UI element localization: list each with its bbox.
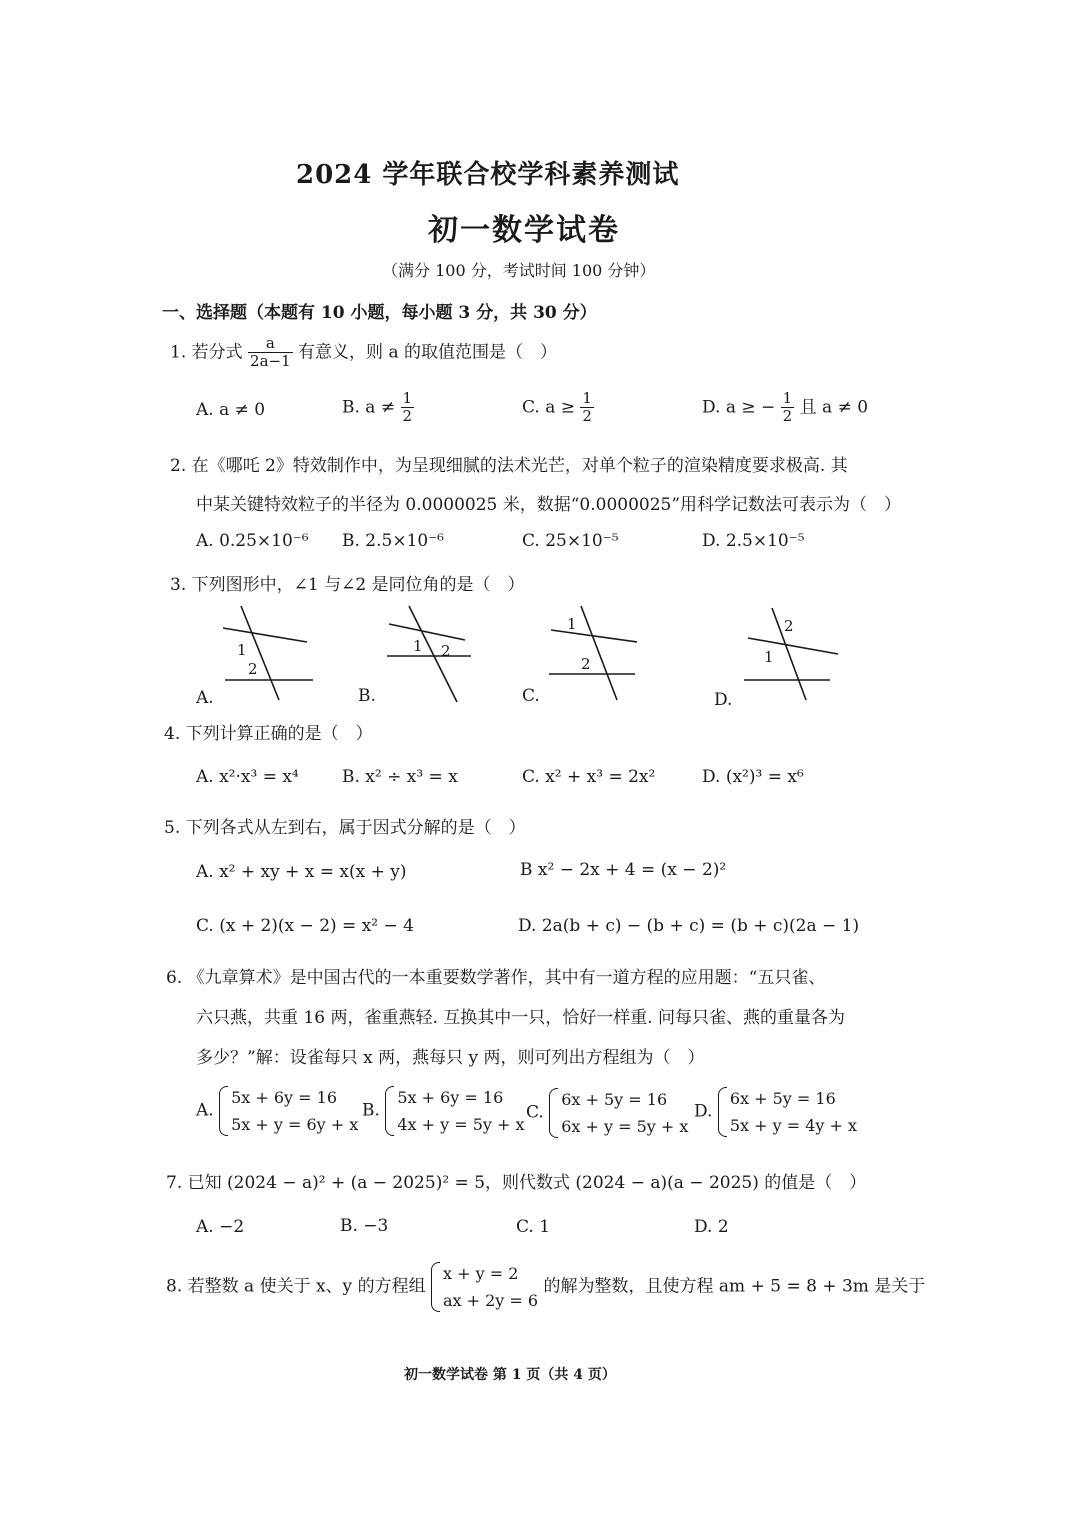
- q1-option-d[interactable]: D. a ≥ − $\frac{1}{2}$ 且 a ≠ 0: [702, 389, 869, 426]
- q5-option-c[interactable]: C. (x + 2)(x − 2) = x² − 4: [196, 916, 414, 936]
- question-1: [170, 335, 557, 371]
- q2-option-a[interactable]: A. 0.25×10⁻⁶: [196, 531, 309, 551]
- q3-option-b[interactable]: B.: [358, 686, 376, 706]
- q4-option-d[interactable]: D. (x²)³ = x⁶: [702, 767, 804, 787]
- q4-option-a[interactable]: A. x²·x³ = x⁴: [196, 767, 299, 787]
- q7-option-d[interactable]: D. 2: [694, 1217, 729, 1237]
- q6-stem-line1: 6. 《九章算术》是中国古代的一本重要数学著作，其中有一道方程的应用题：“五只雀、: [166, 968, 826, 988]
- q1-option-c[interactable]: C. a ≥ $\frac{1}{2}$: [522, 389, 592, 426]
- q6-stem-line3: 多少？”解：设雀每只 x 两，燕每只 y 两，则可列出方程组为（ ）: [196, 1048, 705, 1068]
- q3-option-a[interactable]: A.: [196, 688, 214, 708]
- svg-text:1: 1: [764, 648, 774, 666]
- q2-option-c[interactable]: C. 25×10⁻⁵: [522, 531, 619, 551]
- svg-text:1: 1: [567, 615, 577, 633]
- q3-stem: 3. 下列图形中，∠1 与∠2 是同位角的是（ ）: [170, 575, 525, 595]
- q1-fraction: $\frac{a}{2a-1}$: [250, 334, 291, 371]
- q3-figure-c: [545, 600, 655, 705]
- q2-option-b[interactable]: B. 2.5×10⁻⁶: [342, 531, 444, 551]
- q1-option-b[interactable]: B. a ≠ $\frac{1}{2}$: [342, 389, 413, 426]
- exam-title: 2024 学年联合校学科素养测试: [296, 160, 680, 190]
- q7-option-c[interactable]: C. 1: [516, 1217, 551, 1237]
- q8-stem-post: 的解为整数，且使方程 am + 5 = 8 + 3m 是关于: [543, 1276, 926, 1297]
- svg-text:2: 2: [784, 617, 794, 635]
- svg-text:2: 2: [248, 660, 258, 678]
- q6-option-c[interactable]: C. 6x + 5y = 16 6x + y = 5y + x: [526, 1086, 688, 1140]
- q1-option-a[interactable]: A. a ≠ 0: [196, 400, 266, 420]
- page-footer: 初一数学试卷 第 1 页（共 4 页）: [404, 1367, 616, 1383]
- q2-option-d[interactable]: D. 2.5×10⁻⁵: [702, 531, 805, 551]
- q1-stem-pre: 1. 若分式: [170, 342, 243, 363]
- exam-note: （满分 100 分，考试时间 100 分钟）: [382, 261, 656, 280]
- svg-text:2: 2: [581, 655, 591, 673]
- q5-option-d[interactable]: D. 2a(b + c) − (b + c) = (b + c)(2a − 1): [518, 916, 860, 936]
- q6-option-d[interactable]: D. 6x + 5y = 16 5x + y = 4y + x: [694, 1085, 857, 1139]
- q8-equation-system: x + y = 2 ax + 2y = 6: [431, 1260, 538, 1314]
- q2-stem-line2: 中某关键特效粒子的半径为 0.0000025 米，数据“0.0000025”用科学记数法可表示为（ ）: [196, 495, 902, 515]
- q4-option-c[interactable]: C. x² + x³ = 2x²: [522, 767, 656, 787]
- q7-option-b[interactable]: B. −3: [340, 1216, 389, 1236]
- q3-option-c[interactable]: C.: [522, 686, 540, 706]
- q3-figure-a: [215, 600, 325, 705]
- q7-option-a[interactable]: A. −2: [196, 1217, 245, 1237]
- q5-option-a[interactable]: A. x² + xy + x = x(x + y): [196, 862, 407, 882]
- q5-option-b[interactable]: B x² − 2x + 4 = (x − 2)²: [520, 860, 727, 880]
- paper-title: 初一数学试卷: [428, 213, 620, 248]
- q4-option-b[interactable]: B. x² ÷ x³ = x: [342, 767, 458, 787]
- svg-text:1: 1: [237, 641, 247, 659]
- svg-text:1: 1: [413, 637, 423, 655]
- svg-text:2: 2: [441, 642, 451, 660]
- q4-stem: 4. 下列计算正确的是（ ）: [164, 724, 373, 744]
- q5-stem: 5. 下列各式从左到右，属于因式分解的是（ ）: [164, 818, 526, 838]
- q6-option-a[interactable]: A. 5x + 6y = 16 5x + y = 6y + x: [196, 1084, 358, 1138]
- q2-stem-line1: 2. 在《哪吒 2》特效制作中，为呈现细腻的法术光芒，对单个粒子的渲染精度要求极高. 其: [170, 456, 848, 476]
- q7-stem: 7. 已知 (2024 − a)² + (a − 2025)² = 5，则代数式 (2024 − a)(a − 2025) 的值是（ ）: [166, 1173, 867, 1193]
- q3-figure-b: [385, 600, 495, 705]
- q3-option-d[interactable]: D.: [714, 690, 733, 710]
- question-8: [166, 1260, 925, 1314]
- q6-option-b[interactable]: B. 5x + 6y = 16 4x + y = 5y + x: [362, 1084, 525, 1138]
- q6-stem-line2: 六只燕，共重 16 两，雀重燕轻. 互换其中一只，恰好一样重. 问每只雀、燕的重量各为: [196, 1008, 846, 1028]
- q1-stem-post: 有意义，则 a 的取值范围是（ ）: [298, 342, 557, 363]
- q8-stem-pre: 8. 若整数 a 使关于 x、y 的方程组: [166, 1276, 426, 1297]
- section-title: 一、选择题（本题有 10 小题，每小题 3 分，共 30 分）: [162, 303, 597, 323]
- q3-figure-d: [740, 600, 850, 705]
